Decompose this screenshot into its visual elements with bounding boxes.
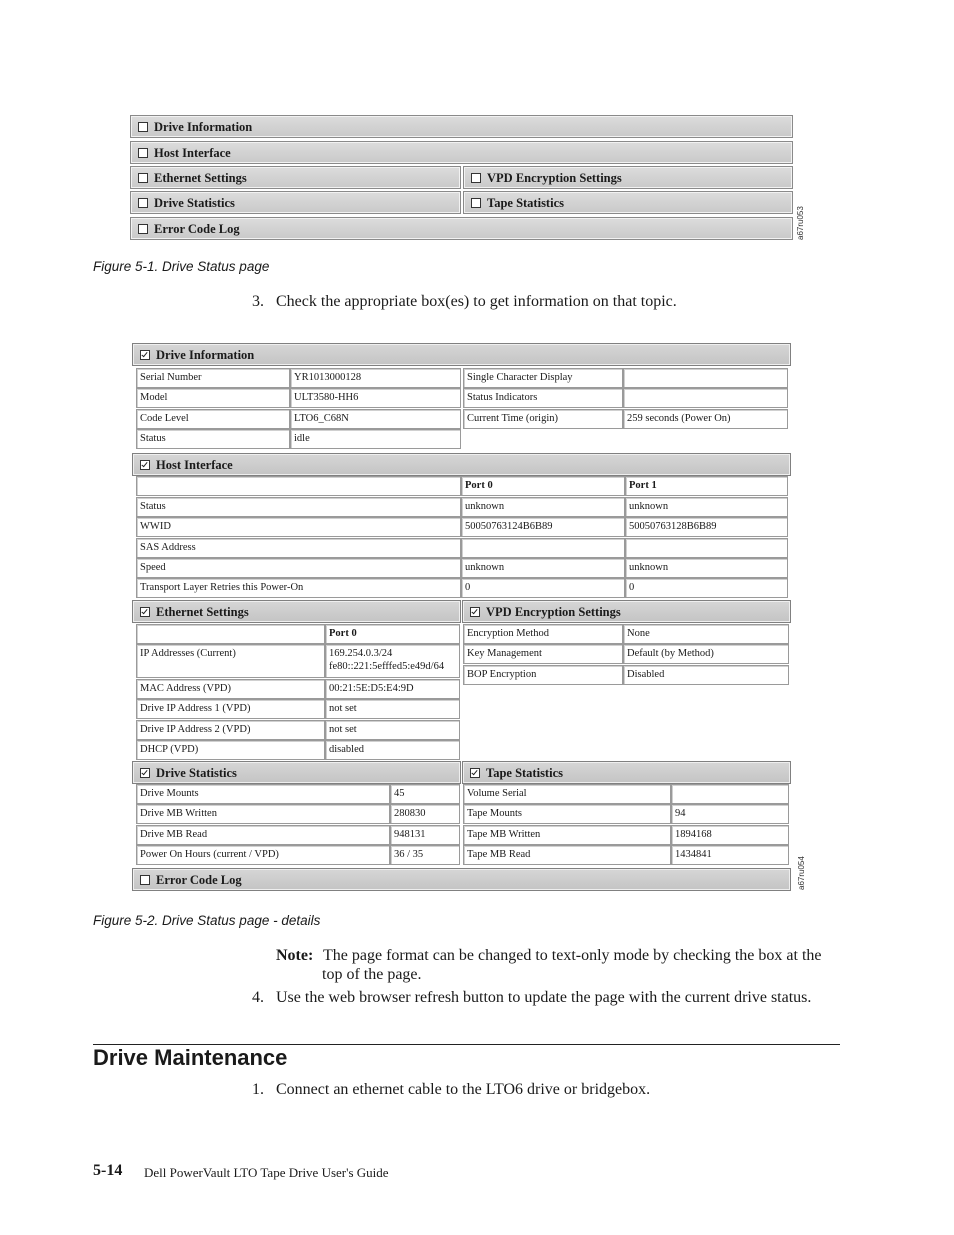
drive-info-label-cell-text: Serial Number <box>140 372 202 383</box>
drive-info-value-cell <box>623 409 788 429</box>
vpd-encryption-settings-bar[interactable] <box>463 166 793 189</box>
figure-5-1-drive-status-page <box>130 113 794 241</box>
host-interface-cell-text: 50050763124B6B89 <box>465 521 553 533</box>
drive-info-label-cell <box>463 368 623 388</box>
vpd-label-cell-text: Encryption Method <box>467 628 549 639</box>
ethernet-value-cell-text: disabled <box>329 744 364 755</box>
maintenance-step-1-text: Connect an ethernet cable to the LTO6 drive or bridgebox. <box>276 1081 651 1098</box>
drive-statistics-header[interactable] <box>132 761 461 784</box>
drive-info-label-cell <box>136 388 290 408</box>
vpd-label-cell <box>463 665 623 685</box>
host-interface-cell-text: unknown <box>465 501 505 512</box>
drive-info-label-cell <box>136 429 290 449</box>
drive-information-header[interactable] <box>132 343 791 366</box>
error-code-log-bar[interactable] <box>130 217 793 240</box>
ethernet-value-cell <box>325 644 460 678</box>
ethernet-value-cell-text-line2: fe80::221:5efffed5:e49d/64 <box>329 661 445 672</box>
drive-statistics-bar[interactable] <box>130 191 461 214</box>
ethernet-value-cell-text: not set <box>329 723 357 735</box>
step-3-text: Check the appropriate box(es) to get information on that topic. <box>276 293 677 310</box>
figure-5-2-drive-status-details <box>132 342 792 894</box>
tape-stats-label-cell-text: Volume Serial <box>467 788 527 799</box>
drive-stats-value-cell-text: 948131 <box>394 828 426 840</box>
drive-info-label-cell-text: Model <box>140 392 168 404</box>
drive-stats-value-cell <box>390 845 460 865</box>
ethernet-label-cell <box>136 679 325 699</box>
ethernet-header-cell <box>136 624 325 644</box>
error-code-log-label: Error Code Log <box>154 222 240 236</box>
drive-info-value-cell <box>623 388 788 408</box>
drive-stats-label-cell-text: Drive Mounts <box>140 788 199 799</box>
host-interface-cell <box>461 517 625 537</box>
section-title-drive-maintenance: Drive Maintenance <box>93 1045 288 1070</box>
drive-stats-label-cell-text: Power On Hours (current / VPD) <box>140 848 279 860</box>
drive-statistics-label: Drive Statistics <box>154 196 235 210</box>
drive-information-checkbox-checked[interactable] <box>140 350 150 360</box>
drive-info-value-cell <box>290 368 461 388</box>
error-code-log-title: Error Code Log <box>156 873 242 887</box>
drive-stats-value-cell <box>390 784 460 804</box>
vpd-encryption-title: VPD Encryption Settings <box>486 605 621 619</box>
ethernet-label-cell-text: Drive IP Address 2 (VPD) <box>140 723 251 735</box>
host-interface-cell <box>625 558 788 578</box>
host-interface-cell <box>461 558 625 578</box>
ethernet-settings-header[interactable] <box>132 600 461 623</box>
host-interface-cell-text: 0 <box>465 582 471 594</box>
tape-stats-value-cell <box>671 825 789 845</box>
host-interface-cell-text: 0 <box>629 582 635 594</box>
note-label: Note: <box>276 947 314 964</box>
tape-stats-label-cell <box>463 804 671 824</box>
step-3-number: 3. <box>252 293 264 310</box>
host-interface-cell-text: Speed <box>140 561 166 573</box>
host-interface-cell <box>625 517 788 537</box>
host-interface-title: Host Interface <box>156 458 233 472</box>
vpd-label-cell <box>463 644 623 664</box>
vpd-value-cell-text: Default (by Method) <box>627 648 714 660</box>
ethernet-settings-checkbox[interactable] <box>138 173 148 183</box>
drive-stats-value-cell <box>390 804 460 824</box>
ethernet-label-cell-text: DHCP (VPD) <box>140 744 199 755</box>
vpd-value-cell-text: Disabled <box>627 668 665 680</box>
error-code-log-checkbox[interactable] <box>140 875 150 885</box>
drive-info-label-cell-text: Current Time (origin) <box>467 412 558 424</box>
host-interface-cell <box>461 578 625 598</box>
host-interface-cell <box>625 538 788 558</box>
host-interface-cell <box>136 517 461 537</box>
ethernet-label-cell <box>136 720 325 740</box>
tape-stats-value-cell <box>671 804 789 824</box>
drive-info-label-cell <box>463 409 623 429</box>
host-interface-cell-text: 50050763128B6B89 <box>629 521 717 533</box>
ethernet-value-cell <box>325 699 460 719</box>
tape-statistics-checkbox-checked[interactable] <box>470 768 480 778</box>
drive-stats-label-cell <box>136 804 390 824</box>
vpd-label-cell <box>463 624 623 644</box>
tape-stats-value-cell-text: 1434841 <box>675 848 712 860</box>
tape-stats-value-cell-text: 1894168 <box>675 828 712 840</box>
tape-statistics-header[interactable] <box>462 761 791 784</box>
host-interface-cell-text: WWID <box>140 521 171 533</box>
tape-stats-value-cell <box>671 845 789 865</box>
step-4-text: Use the web browser refresh button to update the page with the current drive status. <box>276 989 812 1006</box>
drive-stats-label-cell <box>136 825 390 845</box>
vpd-label-cell-text: Key Management <box>467 648 542 660</box>
vpd-encryption-settings-header[interactable] <box>462 600 791 623</box>
vpd-value-cell <box>623 624 789 644</box>
ethernet-label-cell <box>136 740 325 760</box>
drive-info-value-cell <box>290 429 461 449</box>
drive-info-value-cell-text: LTO6_C68N <box>294 412 349 424</box>
drive-stats-value-cell-text: 280830 <box>394 808 426 820</box>
host-interface-cell-text: unknown <box>629 501 669 512</box>
drive-statistics-title: Drive Statistics <box>156 766 237 780</box>
tape-stats-label-cell-text: Tape Mounts <box>467 808 522 820</box>
ethernet-value-cell-text: 169.254.0.3/24 <box>329 648 393 659</box>
host-interface-header[interactable] <box>132 453 791 476</box>
ethernet-value-cell-text: not set <box>329 703 357 714</box>
host-interface-bar[interactable] <box>130 141 793 164</box>
tape-statistics-bar[interactable] <box>463 191 793 214</box>
footer-doc-title: Dell PowerVault LTO Tape Drive User's Guide <box>144 1165 389 1180</box>
drive-stats-label-cell-text: Drive MB Read <box>140 828 208 840</box>
drive-statistics-checkbox[interactable] <box>138 198 148 208</box>
host-interface-cell <box>625 497 788 517</box>
drive-stats-label-cell <box>136 784 390 804</box>
ethernet-label-cell <box>136 699 325 719</box>
ethernet-settings-checkbox-checked[interactable] <box>140 607 150 617</box>
host-interface-header-cell <box>625 476 788 496</box>
host-interface-cell-text: unknown <box>629 561 669 573</box>
drive-info-label-cell-text: Code Level <box>140 412 189 424</box>
host-interface-cell <box>625 578 788 598</box>
host-interface-cell-text: unknown <box>465 561 505 573</box>
footer-page-number: 5-14 <box>93 1162 123 1179</box>
vpd-value-cell <box>623 665 789 685</box>
vpd-value-cell-text: None <box>627 628 650 639</box>
drive-info-label-cell-text: Single Character Display <box>467 372 573 383</box>
tape-statistics-title: Tape Statistics <box>486 766 563 780</box>
drive-info-value-cell <box>290 409 461 429</box>
drive-information-checkbox[interactable] <box>138 122 148 132</box>
error-code-log-header[interactable] <box>132 868 791 891</box>
tape-stats-label-cell <box>463 825 671 845</box>
host-interface-header-cell-text: Port 0 <box>465 480 493 491</box>
vpd-encryption-settings-checkbox[interactable] <box>471 173 481 183</box>
host-interface-cell <box>136 578 461 598</box>
ethernet-settings-title: Ethernet Settings <box>156 605 249 619</box>
tape-stats-value-cell-text: 94 <box>675 808 686 820</box>
ethernet-header-cell <box>325 624 460 644</box>
drive-information-label: Drive Information <box>154 120 253 134</box>
figure-id-a67ru054: a67ru054 <box>797 856 806 890</box>
tape-statistics-checkbox[interactable] <box>471 198 481 208</box>
ethernet-settings-label: Ethernet Settings <box>154 171 247 185</box>
drive-information-bar[interactable] <box>130 115 793 138</box>
drive-info-value-cell-text: ULT3580-HH6 <box>294 392 359 404</box>
ethernet-value-cell <box>325 720 460 740</box>
tape-statistics-label: Tape Statistics <box>487 196 564 210</box>
drive-info-label-cell-text: Status Indicators <box>467 392 538 404</box>
host-interface-header-cell <box>461 476 625 496</box>
step-4-number: 4. <box>252 989 264 1006</box>
tape-stats-label-cell-text: Tape MB Written <box>467 828 541 840</box>
ethernet-settings-bar[interactable] <box>130 166 461 189</box>
host-interface-cell <box>136 538 461 558</box>
ethernet-label-cell-text: IP Addresses (Current) <box>140 648 236 659</box>
drive-info-value-cell-text: YR1013000128 <box>294 372 362 383</box>
note-text: The page format can be changed to text-only mode by checking the box at the top of the page. <box>322 947 822 983</box>
drive-info-label-cell <box>136 409 290 429</box>
tape-stats-label-cell-text: Tape MB Read <box>467 848 531 860</box>
maintenance-step-1-number: 1. <box>252 1081 264 1098</box>
figure-id-a67ru053: a67ru053 <box>796 206 805 240</box>
host-interface-cell-text: Status <box>140 501 166 512</box>
error-code-log-checkbox[interactable] <box>138 224 148 234</box>
ethernet-label-cell-text: Drive IP Address 1 (VPD) <box>140 703 251 714</box>
tape-stats-label-cell <box>463 784 671 804</box>
drive-stats-value-cell-text: 36 / 35 <box>394 848 424 860</box>
vpd-encryption-checkbox-checked[interactable] <box>470 607 480 617</box>
tape-stats-label-cell <box>463 845 671 865</box>
drive-stats-value-cell <box>390 825 460 845</box>
ethernet-label-cell <box>136 644 325 678</box>
ethernet-label-cell-text: MAC Address (VPD) <box>140 682 232 694</box>
drive-info-value-cell-text: idle <box>294 432 310 444</box>
host-interface-label: Host Interface <box>154 146 231 160</box>
host-interface-header-cell-text: Port 1 <box>629 480 657 491</box>
drive-info-label-cell <box>136 368 290 388</box>
host-interface-checkbox-checked[interactable] <box>140 460 150 470</box>
host-interface-header-cell <box>136 476 461 496</box>
drive-info-value-cell <box>290 388 461 408</box>
host-interface-cell <box>136 497 461 517</box>
host-interface-cell-text: Transport Layer Retries this Power-On <box>140 582 304 594</box>
tape-stats-value-cell <box>671 784 789 804</box>
drive-info-label-cell-text: Status <box>140 432 166 444</box>
ethernet-value-cell <box>325 740 460 760</box>
vpd-label-cell-text: BOP Encryption <box>467 668 537 680</box>
ethernet-header-cell-text: Port 0 <box>329 628 357 639</box>
figure-5-1-caption: Figure 5-1. Drive Status page <box>93 259 270 274</box>
drive-stats-value-cell-text: 45 <box>394 788 405 799</box>
host-interface-cell <box>461 538 625 558</box>
drive-statistics-checkbox-checked[interactable] <box>140 768 150 778</box>
host-interface-cell <box>461 497 625 517</box>
host-interface-cell-text: SAS Address <box>140 541 196 553</box>
drive-info-label-cell <box>463 388 623 408</box>
ethernet-value-cell-text: 00:21:5E:D5:E4:9D <box>329 682 414 694</box>
drive-information-title: Drive Information <box>156 348 255 362</box>
drive-stats-label-cell-text: Drive MB Written <box>140 808 217 820</box>
ethernet-value-cell <box>325 679 460 699</box>
figure-5-2-caption: Figure 5-2. Drive Status page - details <box>93 913 321 928</box>
drive-stats-label-cell <box>136 845 390 865</box>
vpd-value-cell <box>623 644 789 664</box>
host-interface-checkbox[interactable] <box>138 148 148 158</box>
host-interface-cell <box>136 558 461 578</box>
drive-info-value-cell-text: 259 seconds (Power On) <box>627 412 731 424</box>
drive-info-value-cell <box>623 368 788 388</box>
vpd-encryption-settings-label: VPD Encryption Settings <box>487 171 622 185</box>
